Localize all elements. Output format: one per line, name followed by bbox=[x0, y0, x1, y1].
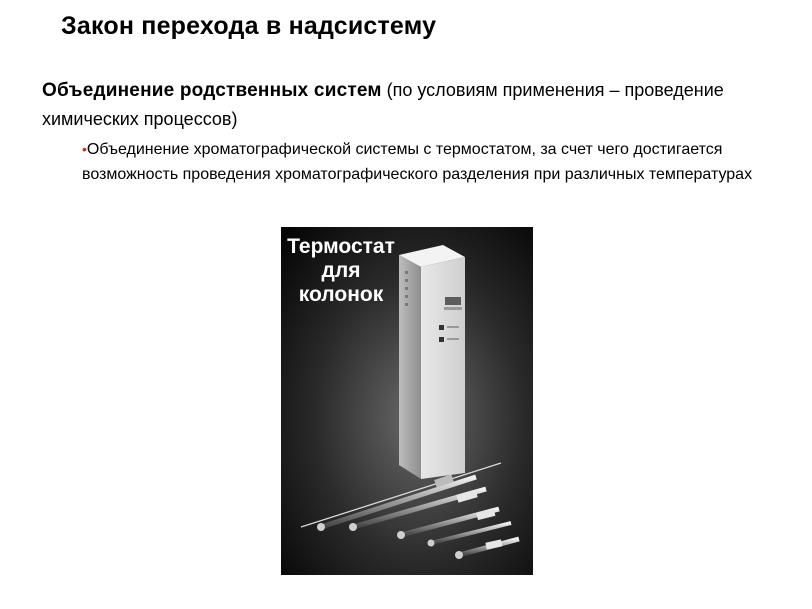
subtitle-normal: (по условиям применения – проведение химических процессов) bbox=[42, 80, 724, 129]
thermostat-photo bbox=[281, 227, 533, 575]
bullet-marker: • bbox=[82, 141, 87, 157]
bullet-text: Объединение хроматографической системы с термостатом, за счет чего достигается возможность проведения хроматографического разделения при различных температурах bbox=[82, 141, 753, 183]
photo-caption: Термостат для колонок bbox=[287, 235, 395, 306]
subtitle-strong: Объединение родственных систем bbox=[42, 80, 382, 101]
thermostat-box bbox=[399, 245, 465, 479]
slide-title: Закон перехода в надсистему bbox=[61, 12, 437, 40]
display-panel bbox=[445, 297, 461, 305]
bullet-item bbox=[82, 137, 772, 187]
slide-subtitle bbox=[42, 76, 772, 134]
